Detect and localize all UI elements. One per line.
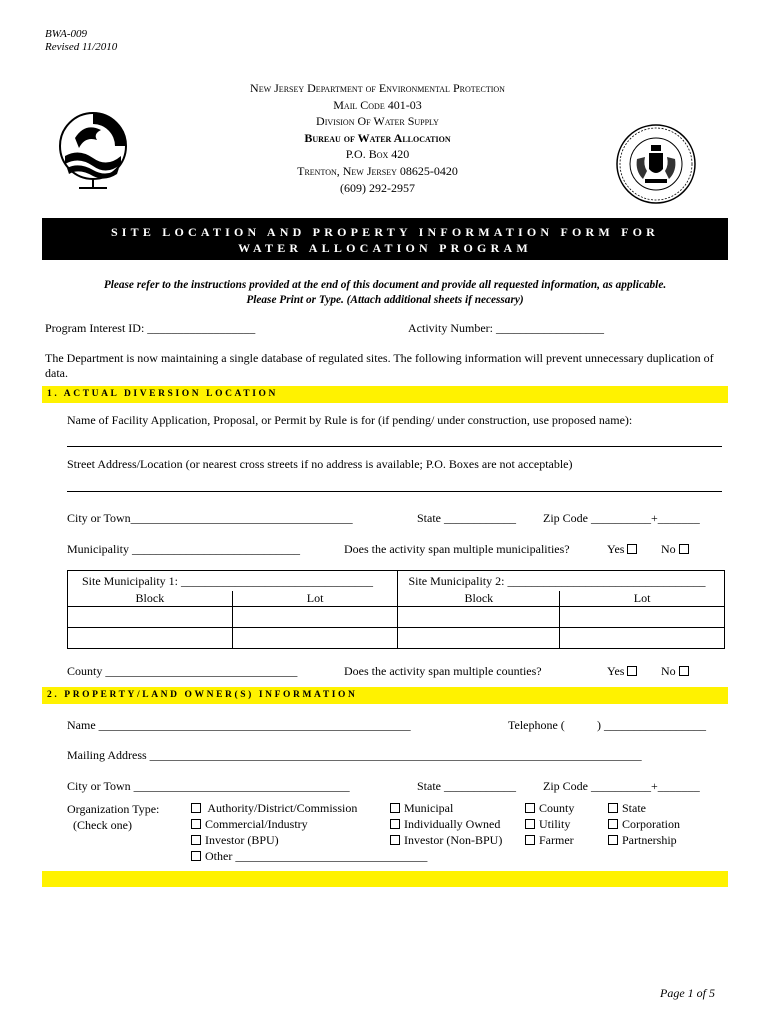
checkbox-icon [191, 819, 201, 829]
agency-address [150, 80, 605, 196]
facility-name-input[interactable] [67, 446, 722, 447]
site-municipality-row [68, 571, 725, 592]
org-option-partnership[interactable] [608, 833, 680, 849]
org-option-individually-owned[interactable] [390, 817, 502, 833]
bureau-name: Bureau of Water Allocation [304, 130, 451, 145]
checkbox-icon [390, 803, 400, 813]
option-label: Partnership [622, 833, 677, 847]
option-label: Other ________________________________ [205, 849, 428, 863]
checkbox-icon [525, 803, 535, 813]
telephone-label: Telephone ( [508, 718, 565, 732]
checkbox-icon [525, 835, 535, 845]
block-cell[interactable] [68, 607, 233, 628]
owner-name-field[interactable]: Name ____________________________________________________ [67, 718, 411, 732]
form-title-line1: SITE LOCATION AND PROPERTY INFORMATION FORM FOR [110, 225, 660, 239]
lot-cell[interactable] [560, 607, 725, 628]
org-options-col2 [390, 801, 502, 849]
street-address-input[interactable] [67, 491, 722, 492]
state-field-2[interactable]: State ____________ [417, 779, 516, 793]
table-row [68, 607, 725, 628]
checkbox-icon [191, 851, 201, 861]
checkbox-icon [608, 819, 618, 829]
option-label: Authority/District/Commission [207, 801, 358, 815]
multi-county-no-checkbox[interactable] [661, 664, 693, 678]
site-municipality-2-field[interactable]: Site Municipality 2: _________________________________ [398, 571, 725, 592]
option-label: Farmer [539, 833, 574, 847]
checkbox-icon [191, 835, 201, 845]
org-option-corporation[interactable] [608, 817, 680, 833]
section-1-heading: 1. ACTUAL DIVERSION LOCATION [42, 386, 728, 403]
checkbox-icon [525, 819, 535, 829]
city-state-zip: Trenton, New Jersey 08625-0420 [297, 163, 458, 178]
zip-field-2[interactable]: Zip Code __________+_______ [543, 779, 700, 793]
checkbox-icon [191, 803, 201, 813]
yes-label: Yes [607, 542, 625, 556]
checkbox-icon [608, 803, 618, 813]
county-field[interactable]: County ________________________________ [67, 664, 298, 678]
block-cell[interactable] [398, 628, 560, 649]
org-option-investor-non-bpu[interactable] [390, 833, 502, 849]
form-number-block [45, 28, 117, 54]
multi-municipality-question: Does the activity span multiple municipalities? [344, 542, 570, 556]
site-municipality-1-field[interactable]: Site Municipality 1: ________________________________ [68, 571, 398, 592]
section-2-heading: 2. PROPERTY/LAND OWNER(S) INFORMATION [42, 687, 728, 704]
instructions-line2: Please Print or Type. (Attach additional sheets if necessary) [246, 293, 524, 306]
option-label: Municipal [404, 801, 454, 815]
no-label: No [661, 542, 676, 556]
option-label: County [539, 801, 575, 815]
table-row [68, 628, 725, 649]
block-cell[interactable] [398, 607, 560, 628]
njdep-logo-icon [55, 108, 131, 193]
option-label: Investor (Non-BPU) [404, 833, 503, 847]
revision-date: Revised 11/2010 [45, 41, 118, 53]
block-lot-table [67, 570, 725, 649]
form-number: BWA-009 [45, 28, 87, 40]
form-title-line2: WATER ALLOCATION PROGRAM [238, 241, 532, 255]
street-address-label: Street Address/Location (or nearest cross streets if no address is available; P.O. Boxes are not acceptable) [67, 457, 573, 471]
table-header-row [68, 591, 725, 607]
org-option-utility[interactable] [525, 817, 574, 833]
facility-name-label: Name of Facility Application, Proposal, or Permit by Rule is for (if pending/ under construction, use proposed name): [67, 413, 633, 427]
form-title-bar [42, 218, 728, 260]
checkbox-icon [627, 666, 637, 676]
checkbox-icon [608, 835, 618, 845]
city-field-2[interactable]: City or Town ____________________________________ [67, 779, 350, 793]
column-header-block: Block [68, 591, 233, 607]
option-label: Investor (BPU) [205, 833, 279, 847]
yes-label: Yes [607, 664, 625, 678]
check-one-label: (Check one) [73, 818, 132, 832]
municipality-field[interactable]: Municipality ____________________________ [67, 542, 300, 556]
column-header-lot: Lot [560, 591, 725, 607]
checkbox-icon [627, 544, 637, 554]
block-cell[interactable] [68, 628, 233, 649]
multi-county-question: Does the activity span multiple counties? [344, 664, 542, 678]
option-label: Utility [539, 817, 571, 831]
multi-municipality-no-checkbox[interactable] [661, 542, 693, 556]
organization-type-label-block [67, 801, 159, 833]
column-header-lot: Lot [232, 591, 398, 607]
org-options-col4 [608, 801, 680, 849]
org-option-county[interactable] [525, 801, 574, 817]
option-label: Individually Owned [404, 817, 501, 831]
city-field-1[interactable]: City or Town_____________________________________ [67, 511, 353, 525]
activity-number-field[interactable]: Activity Number: __________________ [408, 321, 604, 335]
agency-phone: (609) 292-2957 [340, 180, 415, 195]
page-number: Page 1 of 5 [660, 986, 715, 1000]
program-interest-id-field[interactable]: Program Interest ID: __________________ [45, 321, 256, 335]
intro-paragraph: The Department is now maintaining a single database of regulated sites. The following information will prevent unnecessary duplication of data. [45, 351, 714, 380]
telephone-field[interactable]: ) _________________ [597, 718, 706, 732]
new-jersey-state-seal-icon [615, 123, 697, 205]
section-end-bar [42, 871, 728, 887]
lot-cell[interactable] [560, 628, 725, 649]
multi-municipality-yes-checkbox[interactable] [607, 542, 641, 556]
state-field-1[interactable]: State ____________ [417, 511, 516, 525]
checkbox-icon [390, 819, 400, 829]
org-option-other[interactable] [191, 849, 427, 865]
checkbox-icon [679, 666, 689, 676]
column-header-block: Block [398, 591, 560, 607]
instructions-line1: Please refer to the instructions provided at the end of this document and provide all requested information, as applicable. [103, 279, 667, 291]
option-label: Corporation [622, 817, 680, 831]
no-label: No [661, 664, 676, 678]
org-option-farmer[interactable] [525, 833, 574, 849]
lot-cell[interactable] [232, 628, 398, 649]
multi-county-yes-checkbox[interactable] [607, 664, 641, 678]
po-box: P.O. Box 420 [345, 147, 410, 162]
mailing-address-field[interactable]: Mailing Address __________________________________________________________________________________ [67, 748, 642, 762]
checkbox-icon [390, 835, 400, 845]
org-options-col3 [525, 801, 574, 849]
org-option-municipal[interactable] [390, 801, 502, 817]
option-label: State [622, 801, 646, 815]
zip-field-1[interactable]: Zip Code __________+_______ [543, 511, 700, 525]
agency-name: New Jersey Department of Environmental Protection [250, 81, 505, 95]
lot-cell[interactable] [232, 607, 398, 628]
mail-code: Mail Code 401-03 [333, 97, 422, 112]
organization-type-label: Organization Type: [67, 802, 160, 816]
org-option-state[interactable] [608, 801, 680, 817]
option-label: Commercial/Industry [205, 817, 308, 831]
checkbox-icon [679, 544, 689, 554]
instructions [42, 278, 728, 307]
division-name: Division Of Water Supply [316, 114, 439, 129]
